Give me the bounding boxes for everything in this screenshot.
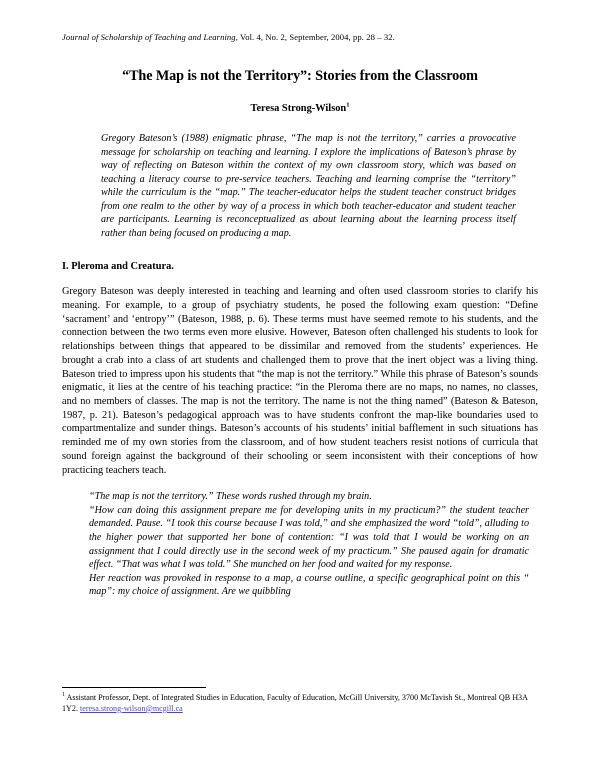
block-quote	[89, 490, 529, 599]
author-byline	[62, 102, 538, 116]
author-name: Teresa Strong-Wilson	[250, 103, 347, 114]
author-email-link[interactable]: teresa.strong-wilson@mcgill.ca	[80, 703, 183, 713]
section-heading: I. Pleroma and Creatura.	[62, 261, 174, 273]
quote-paragraph: Her reaction was provoked in response to a map, a course outline, a specific geographical point on this “ map”: my choice of assignment. Are we quibbling	[89, 572, 529, 598]
journal-name: Journal of Scholarship of Teaching and Learning	[62, 32, 236, 42]
body-paragraph: Gregory Bateson was deeply interested in teaching and learning and often used classroom stories to clarify his meaning. For example, to a group of psychiatry students, he posed the following exam question: “Define ‘sacrament’ and ‘entropy’” (Bateson, 1988, p. 6). These terms must have seemed remote to his students, and the connection between the two terms even more elusive. However, Bateson often challenged his students to look for relationships between things that appeared to be dissimilar and removed from the students’ experiences. He brought a crab into a class of art students and challenged them to prove that the inert object was a living thing. Bateson tried to impress upon his students that “the map is not the territory.” While this phrase of Bateson’s sounds enigmatic, it lies at the centre of his teaching practice: “in the Pleroma there are no maps, no names, no classes, and no members of classes. The map is not the territory. The name is not the thing named” (Bateson & Bateson, 1987, p. 21). Bateson’s pedagogical approach was to have students confront the map-like boundaries used to compartmentalize and sunder things. Bateson’s accounts of his students’ initial bafflement in such situations has reminded me of my own stories from the classroom, and of how student teachers resist notions of curricula that sound foreign against the background of their schooling or seem inconsistent with their conceptions of how practicing teachers teach.	[62, 286, 538, 476]
footnote-area	[62, 687, 538, 714]
footnote	[62, 692, 538, 714]
footnote-marker: 1	[62, 691, 65, 698]
quote-paragraph: “How can doing this assignment prepare me for developing units in my practicum?” the student teacher demanded. Pause. “I took this course because I was told,” and she emphasized the word “told”, alluding to the higher power that supported her bone of contention: “I was told that I would be working on an assignment that I could directly use in the second week of my practicum.” She paused again for dramatic effect. “That was what I was told.” She munched on her food and waited for my response.	[89, 504, 529, 571]
footnote-body: Assistant Professor, Dept. of Integrated Studies in Education, Faculty of Education, McGill University, 3700 McTavish St., Montreal QB H3A 1Y2.	[62, 692, 528, 713]
journal-citation: , Vol. 4, No. 2, September, 2004, pp. 28 – 32.	[235, 32, 395, 42]
author-footnote-marker: 1	[346, 101, 350, 109]
abstract: Gregory Bateson’s (1988) enigmatic phrase, “The map is not the territory,” carries a provocative message for scholarship on teaching and learning. I explore the implications of Bateson’s phrase by way of reflecting on Bateson within the context of my own classroom story, which was based on teaching a literacy course to pre-service teachers. Teaching and learning comprise the “territory” while the curriculum is the “map.” The teacher-educator helps the student teacher construct bridges from one realm to the other by way of a process in which both teacher-educator and student teacher are participants. Learning is reconceptualized as about learning about the learning process itself rather than being focused on producing a map.	[101, 133, 516, 239]
quote-paragraph: “The map is not the territory.” These words rushed through my brain.	[89, 491, 372, 503]
page-title: “The Map is not the Territory”: Stories from the Classroom	[122, 68, 478, 84]
running-head	[62, 31, 538, 43]
footnote-separator	[62, 687, 206, 688]
